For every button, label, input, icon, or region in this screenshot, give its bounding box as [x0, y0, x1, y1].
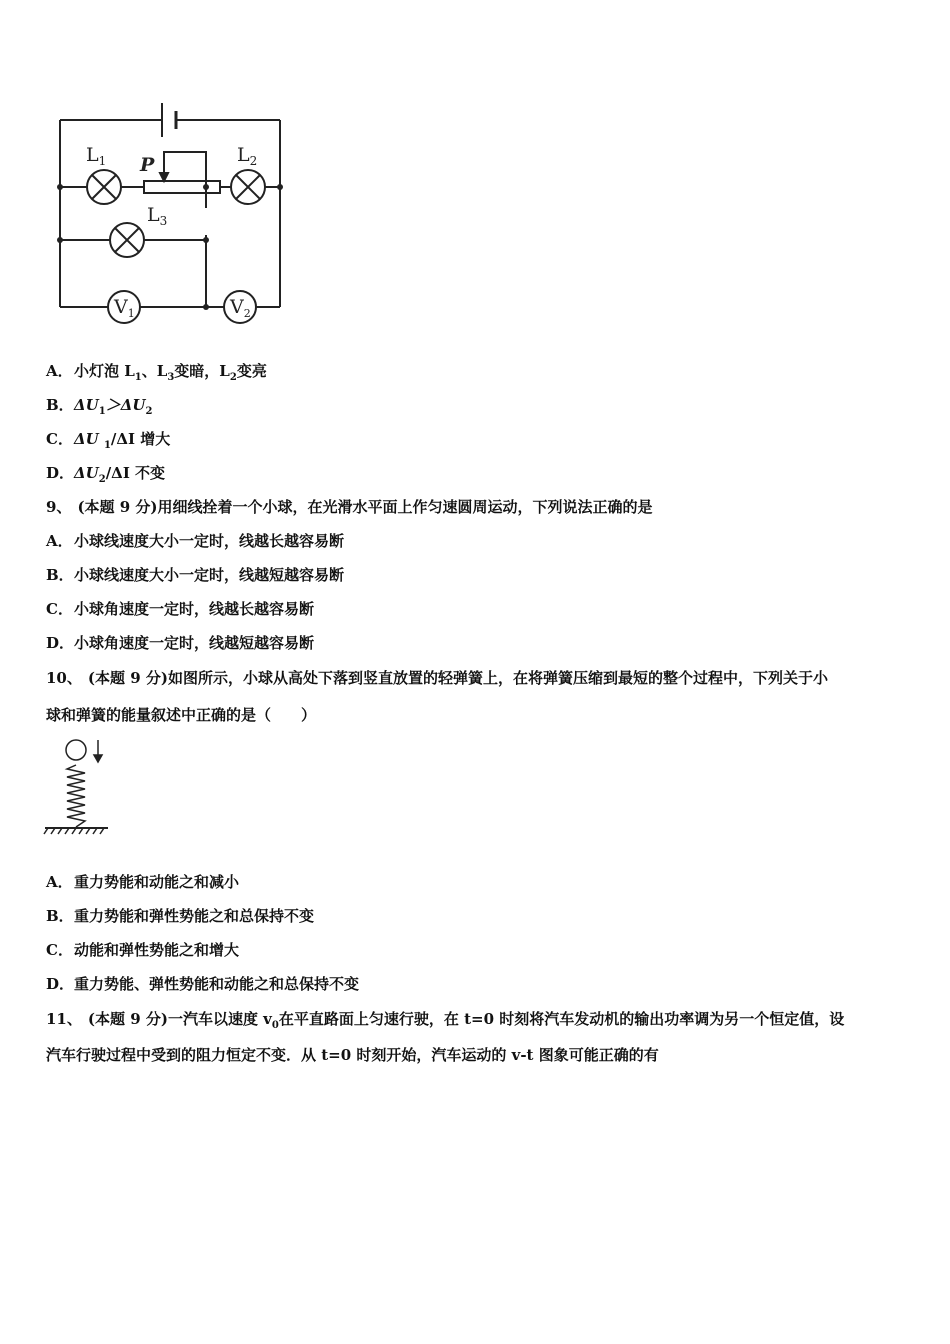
q11-stem-line2: 汽车行驶过程中受到的阻力恒定不变．从 t=0 时刻开始，汽车运动的 v-t 图象可能正确的有: [46, 1046, 659, 1064]
q10-option-c: C．动能和弹性势能之和增大: [46, 941, 240, 959]
junction-dot: [203, 184, 209, 190]
lamp-l3: [110, 223, 144, 257]
junction-dot: [57, 184, 63, 190]
circuit-diagram: [50, 95, 295, 330]
q9-option-a: A．小球线速度大小一定时，线越长越容易断: [46, 532, 345, 550]
q8-option-c: C．ΔU $_1$/ΔI 增大: [46, 430, 171, 451]
q8-option-a: A．小灯泡 $L_1$、$L_3$变暗，$L_2$变亮: [46, 362, 267, 383]
q8-option-d: D．$\Delta U_2/\Delta I$ 不变: [46, 464, 166, 485]
lamp-l1: [87, 170, 121, 204]
q9-option-b: B．小球线速度大小一定时，线越短越容易断: [46, 566, 345, 584]
svg-text:V2: $V_2$: [230, 296, 251, 320]
q10-stem-line1: 10、 (本题 9 分)如图所示，小球从高处下落到竖直放置的轻弹簧上，在将弹簧压缩到最短的整个过程中，下列关于小: [46, 669, 828, 687]
q8-option-b: B．$\Delta U_1>\Delta U_2$: [46, 396, 153, 417]
junction-dot: [277, 184, 283, 190]
q9-option-c: C．小球角速度一定时，线越长越容易断: [46, 600, 315, 618]
lamp-l2: [231, 170, 265, 204]
svg-text:P: P: [140, 154, 155, 176]
q9-stem: 9、 (本题 9 分)用细线拴着一个小球，在光滑水平面上作匀速圆周运动，下列说法正确的是: [46, 498, 653, 516]
svg-text:L1: $L_1$: [86, 144, 107, 168]
q9-option-d: D．小球角速度一定时，线越短越容易断: [46, 634, 315, 652]
q10-option-a: A．重力势能和动能之和减小: [46, 873, 240, 891]
q10-option-d: D．重力势能、弹性势能和动能之和总保持不变: [46, 975, 360, 993]
ball: [66, 740, 86, 760]
svg-text:L3: $L_3$: [147, 204, 168, 228]
junction-dot: [57, 237, 63, 243]
q10-option-b: B．重力势能和弹性势能之和总保持不变: [46, 907, 315, 925]
spring: [67, 765, 85, 827]
spring-ball-figure: [40, 735, 115, 840]
q10-stem-line2: 球和弹簧的能量叙述中正确的是（ ）: [46, 706, 317, 724]
junction-dot: [203, 304, 209, 310]
svg-text:L2: $L_2$: [237, 144, 258, 168]
junction-dot: [203, 237, 209, 243]
svg-text:V1: $V_1$: [114, 296, 135, 320]
q11-stem-line1: 11、 (本题 9 分)一汽车以速度 $v_0$在平直路面上匀速行驶，在 t=0 时刻将汽车发动机的输出功率调为另一个恒定值，设: [46, 1010, 845, 1031]
